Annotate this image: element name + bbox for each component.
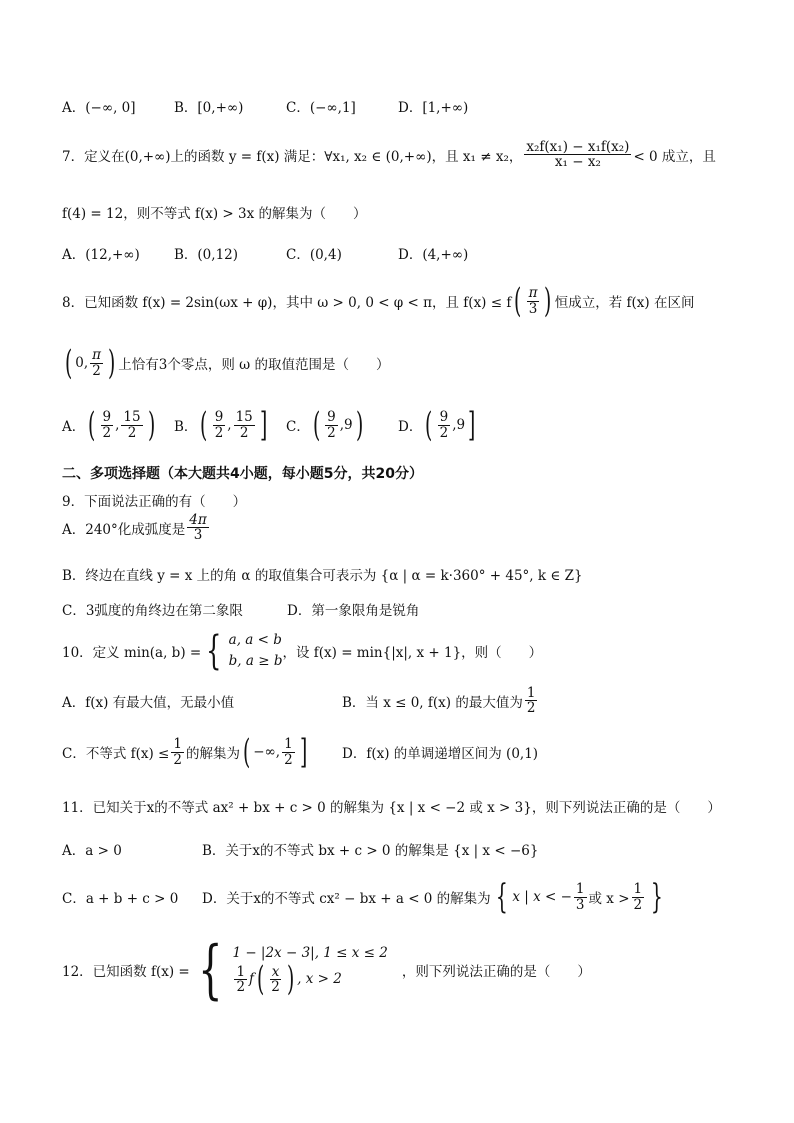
q12-cases <box>232 944 388 1000</box>
q10-option-b: B．当 x ≤ 0, f(x) 的最大值为 <box>342 694 523 711</box>
q11-options-cd <box>62 877 668 917</box>
q12-stem-start: 12．已知函数 f(x) = <box>62 964 190 980</box>
q9-a-frac <box>187 513 208 542</box>
q8-c-label: C． <box>286 419 310 435</box>
q7-frac-num: x₂f(x₁) − x₁f(x₂) <box>526 139 630 155</box>
q8-b-open: ( <box>200 405 208 445</box>
q8-b-n1: 9 <box>214 409 224 426</box>
q10-option-d: D．f(x) 的单调递增区间为 (0,1) <box>342 746 539 762</box>
q11-d-mid: 或 x > <box>588 891 630 907</box>
q8-a-label: A． <box>62 419 86 435</box>
q6-option-c: C．(−∞,1] <box>286 100 356 116</box>
q8-b-label: B． <box>174 419 198 435</box>
q8-d-open: ( <box>425 405 433 445</box>
q11-d-d2: 2 <box>633 896 643 913</box>
q8-pi-over-2 <box>90 348 103 377</box>
q8-option-b <box>174 405 286 445</box>
q8-a-n1: 9 <box>102 409 112 426</box>
q8-b-frac1 <box>213 410 226 439</box>
q8-c-frac <box>325 410 338 439</box>
q8-interval-start: 0, <box>75 355 89 371</box>
q10-options-ab <box>62 686 539 715</box>
q10-brace: { <box>206 627 222 674</box>
q7-options-row <box>62 243 468 263</box>
q9-a-text: A．240°化成弧度是 <box>62 521 186 538</box>
q10-b-num: 1 <box>526 685 536 701</box>
q11-d-d1: 3 <box>575 896 585 913</box>
q10-stem <box>62 627 543 674</box>
q8-c-d: 2 <box>327 424 336 441</box>
q8-d-n: 9 <box>439 409 449 426</box>
q12-case1: 1 − |2x − 3|, 1 ≤ x ≤ 2 <box>232 944 388 961</box>
q12-half-num: 1 <box>236 963 246 980</box>
q7-line2: f(4) = 12，则不等式 f(x) > 3x 的解集为（ ） <box>62 206 367 222</box>
q8-a-frac1 <box>101 410 114 439</box>
q11-option-d: D．关于x的不等式 cx² − bx + a < 0 的解集为 <box>202 891 491 907</box>
q8-d-nine: ,9 <box>452 417 466 433</box>
q8-a-frac2 <box>121 410 142 439</box>
q8-stem <box>62 281 695 321</box>
q8-c-open: ( <box>312 405 321 445</box>
q12-case2 <box>232 959 387 1000</box>
q8-pi-over-3 <box>527 286 540 315</box>
q10-option-c <box>62 732 342 772</box>
q8-a-n2: 15 <box>123 409 141 426</box>
q6-option-a: A．(−∞, 0] <box>62 100 136 116</box>
q6-option-b: B．[0,+∞) <box>174 100 244 116</box>
q7-option-a: A．(12,+∞) <box>62 247 140 263</box>
q8-interval-close: ) <box>108 343 116 383</box>
q10-c-text: C．不等式 f(x) ≤ <box>62 746 170 762</box>
q12-brace: { <box>197 933 223 1007</box>
q11-d-frac1 <box>574 882 587 911</box>
q8-b-d1: 2 <box>214 424 224 441</box>
q9-option-c: C．3弧度的角终边在第二象限 <box>62 603 243 619</box>
q9-options-cd <box>62 599 419 619</box>
q11-options-ab <box>62 839 538 859</box>
q7-option-c: C．(0,4) <box>286 247 342 263</box>
q11-d-close: } <box>650 877 663 917</box>
q8-interval-open: ( <box>64 343 73 383</box>
q10-c-frac2 <box>282 737 295 766</box>
q10-cases <box>229 630 283 672</box>
q10-option-a: A．f(x) 有最大值，无最小值 <box>62 694 235 711</box>
q8-option-d <box>398 405 478 445</box>
q11-option-c: C．a + b + c > 0 <box>62 891 179 907</box>
q6-options-row <box>62 96 468 116</box>
q10-c-mid: 的解集为 <box>185 746 240 762</box>
q11-d-n2: 1 <box>633 881 643 898</box>
q7-frac-den: x₁ − x₂ <box>554 154 601 171</box>
q10-c-den: 2 <box>173 751 182 768</box>
q11-d-n1: 1 <box>575 881 585 898</box>
q8-b-n2: 15 <box>235 409 253 426</box>
q10-case2: b, a ≥ b <box>228 652 283 669</box>
q7-option-d: D．(4,+∞) <box>398 247 469 263</box>
q8-stem-end: 恒成立，若 f(x) 在区间 <box>554 295 695 311</box>
q10-c-open: ( <box>242 732 251 772</box>
q10-options-cd <box>62 732 539 772</box>
q12-half <box>234 965 247 994</box>
q10-c-num2: 1 <box>284 736 293 753</box>
q8-b-close: ] <box>259 405 268 445</box>
q8-line2-text: 上恰有3个零点，则 ω 的取值范围是（ ） <box>118 357 390 373</box>
q10-c-close: ] <box>299 732 307 772</box>
q6-option-d: D．[1,+∞) <box>398 100 469 116</box>
q11-option-a: A．a > 0 <box>62 843 122 859</box>
q8-pi-2: π <box>92 347 102 364</box>
q7-option-b: B．(0,12) <box>174 247 239 263</box>
q7-fraction <box>524 140 631 169</box>
q8-a-comma: , <box>115 417 120 433</box>
q10-case1: a, a < b <box>228 632 282 648</box>
q8-d-close: ] <box>468 405 476 445</box>
q8-option-a <box>62 405 174 445</box>
q10-stem-end: ，设 f(x) = min{|x|, x + 1}，则（ ） <box>282 644 543 661</box>
q10-c-frac <box>171 737 184 766</box>
q9-stem: 9．下面说法正确的有（ ） <box>62 494 247 510</box>
q9-a-num: 4π <box>189 512 207 528</box>
q12-case2-f: f <box>249 970 255 987</box>
q8-d-label: D． <box>398 419 423 435</box>
q8-option-c <box>286 405 398 445</box>
q8-d-d: 2 <box>439 424 449 441</box>
q7-stem-start: 7．定义在(0,+∞)上的函数 y = f(x) 满足：∀x₁, x₂ ∈ (0,+∞)，且 x₁ ≠ x₂， <box>62 148 523 165</box>
q8-b-d2: 2 <box>239 424 249 441</box>
q8-c-n: 9 <box>327 409 336 426</box>
q8-options-row <box>62 405 478 445</box>
q8-three: 3 <box>528 300 538 317</box>
q10-c-num: 1 <box>173 736 182 753</box>
q10-stem-start: 10．定义 min(a, b) = <box>62 644 202 661</box>
q9-option-d: D．第一象限角是锐角 <box>287 603 420 619</box>
q12-x-num: x <box>271 963 280 980</box>
q8-line2 <box>62 343 390 383</box>
q8-a-close: ) <box>147 405 155 445</box>
q8-c-nine: ,9 <box>339 417 353 433</box>
q11-d-frac2 <box>632 882 645 911</box>
q9-a-den: 3 <box>193 527 203 544</box>
q10-b-frac <box>525 686 538 715</box>
q7-stem-end: < 0 成立，且 <box>633 148 716 165</box>
q8-stem-start: 8．已知函数 f(x) = 2sin(ωx + φ)，其中 ω > 0, 0 < φ < π，且 f(x) ≤ f <box>62 295 512 311</box>
q8-a-d1: 2 <box>102 424 112 441</box>
q8-left-paren: ( <box>514 281 522 321</box>
q11-d-set-start: x | x < − <box>512 889 572 905</box>
q11-stem: 11．已知关于x的不等式 ax² + bx + c > 0 的解集为 {x | x < −2 或 x > 3}，则下列说法正确的是（ ） <box>62 800 721 816</box>
q10-b-den: 2 <box>526 700 536 717</box>
q8-a-open: ( <box>88 405 96 445</box>
q12-stem <box>62 933 591 1007</box>
q8-a-d2: 2 <box>127 424 137 441</box>
q8-b-frac2 <box>234 410 255 439</box>
q10-c-int: −∞, <box>253 744 281 760</box>
q10-c-den2: 2 <box>284 751 293 768</box>
q9-option-b: B．终边在直线 y = x 上的角 α 的取值集合可表示为 {α | α = k·360° + 45°, k ∈ Z} <box>62 568 583 584</box>
q8-two: 2 <box>92 362 101 379</box>
q8-pi: π <box>528 285 538 302</box>
q9-option-a <box>62 513 211 542</box>
q8-d-frac <box>438 410 451 439</box>
q12-x-over-2 <box>269 965 282 994</box>
q12-x-den: 2 <box>271 978 280 995</box>
q7-stem <box>62 140 716 169</box>
q12-case2-close: ) <box>286 959 295 1000</box>
q12-case2-open: ( <box>257 959 265 1000</box>
q8-right-paren: ) <box>544 281 552 321</box>
q11-option-b: B．关于x的不等式 bx + c > 0 的解集是 {x | x < −6} <box>202 843 539 859</box>
section-heading: 二、多项选择题（本大题共4小题，每小题5分，共20分） <box>62 466 423 482</box>
q8-c-close: ) <box>355 405 363 445</box>
q12-case2-tail: , x > 2 <box>297 970 342 987</box>
q12-stem-end: ，则下列说法正确的是（ ） <box>401 964 591 980</box>
q12-half-den: 2 <box>236 978 246 995</box>
q8-b-comma: , <box>227 417 232 433</box>
q11-d-open: { <box>495 877 508 917</box>
